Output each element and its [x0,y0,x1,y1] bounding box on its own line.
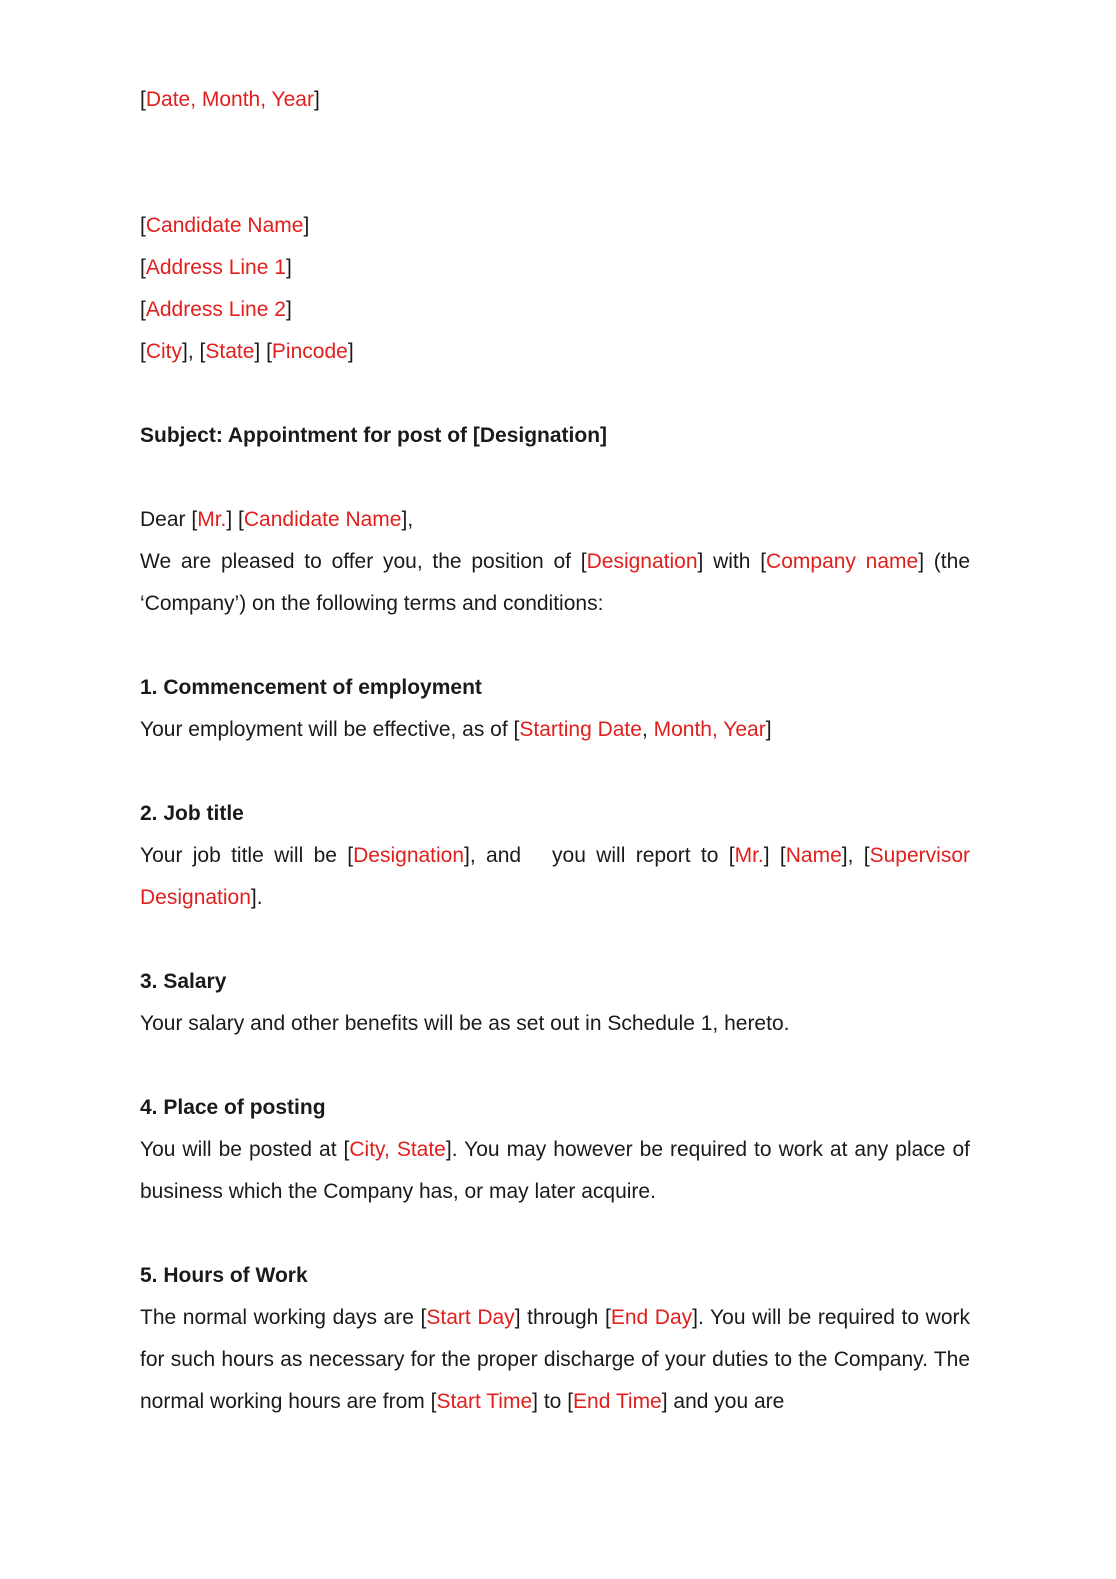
section-1-heading: 1. Commencement of employment [140,676,482,699]
salutation: Dear [Mr.] [Candidate Name], [140,508,414,531]
address-line-1: [Address Line 1] [140,256,292,279]
supervisor-designation-placeholder: Supervisor Designation [140,844,970,909]
date-line: [Date, Month, Year] [140,88,320,111]
starting-date-placeholder: Starting Date [519,718,642,741]
posting-state-placeholder: State [396,1138,446,1161]
subject-line: Subject: Appointment for post of [Designation] [140,424,608,447]
supervisor-name-placeholder: Name [785,844,842,867]
section-1-text: Your employment will be effective, as of [Starting Date, Month, Year] [140,718,772,741]
state-placeholder: State [205,340,255,363]
job-designation-placeholder: Designation [353,844,465,867]
intro-designation-placeholder: Designation [586,550,698,573]
city-placeholder: City [145,340,183,363]
posting-city-placeholder: City [349,1138,384,1161]
recipient-name-line: [Candidate Name] [140,214,310,237]
address-line-2: [Address Line 2] [140,298,292,321]
intro-paragraph: We are pleased to offer you, the position of [Designation] with [Company name] (the ‘Company’) on the following terms and conditions: [140,550,970,615]
section-4-text: You will be posted at [City, State]. You may however be required to work at any place of business which the Company has, or may later acquire. [140,1138,970,1203]
section-2-heading: 2. Job title [140,802,244,825]
section-5-text: The normal working days are [Start Day] through [End Day]. You will be required to work for such hours as necessary for the proper discharge of your duties to the Company. The normal working hours are from [Start Time] to [End Time] and you are [140,1306,970,1413]
supervisor-title-placeholder: Mr. [734,844,764,867]
start-day-placeholder: Start Day [426,1306,515,1329]
letter-body [140,79,970,1423]
address-line-1-placeholder: Address Line 1 [145,256,286,279]
candidate-name-placeholder: Candidate Name [145,214,304,237]
month-year-placeholder: Month, Year [653,718,766,741]
section-2-text: Your job title will be [Designation], and you will report to [Mr.] [Name], [Supervisor Designation]. [140,844,970,909]
address-line-2-placeholder: Address Line 2 [145,298,286,321]
end-day-placeholder: End Day [610,1306,693,1329]
end-time-placeholder: End Time [573,1390,662,1413]
section-3-heading: 3. Salary [140,970,227,993]
section-4-heading: 4. Place of posting [140,1096,326,1119]
city-state-pincode-line: [City], [State] [Pincode] [140,340,354,363]
salutation-title-placeholder: Mr. [197,508,227,531]
date-placeholder: Date, Month, Year [145,88,314,111]
salutation-name-placeholder: Candidate Name [243,508,402,531]
start-time-placeholder: Start Time [436,1390,533,1413]
company-name-placeholder: Company name [766,550,919,573]
pincode-placeholder: Pincode [271,340,348,363]
section-5-heading: 5. Hours of Work [140,1264,308,1287]
section-3-text: Your salary and other benefits will be as set out in Schedule 1, hereto. [140,1012,790,1035]
